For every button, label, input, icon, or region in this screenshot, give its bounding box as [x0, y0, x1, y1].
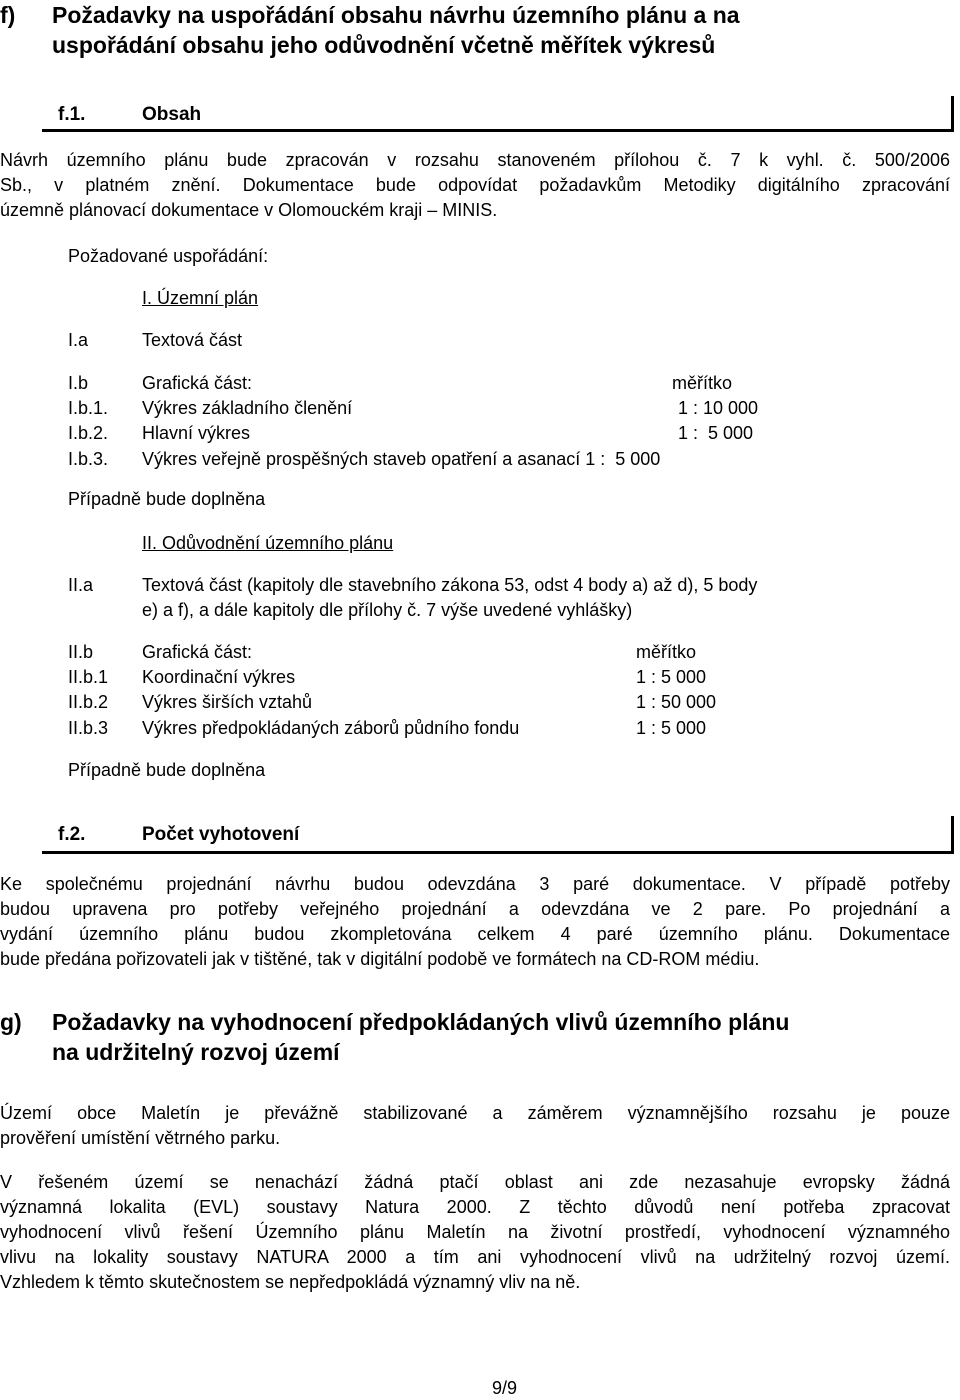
row-code: I.b.1.	[68, 398, 109, 418]
maybe-supplemented-1: Případně bude doplněna	[68, 489, 266, 509]
row-scale: 1 : 5 000	[636, 718, 707, 738]
section-g-title-line1: Požadavky na vyhodnocení předpokládaných vlivů územního plánu	[52, 1009, 790, 1035]
required-layout-label: Požadované uspořádání:	[68, 246, 269, 266]
g-paragraph-1-line1: Území obce Maletín je převážně stabilizované a záměrem významnějšího rozsahu je pouze	[0, 1103, 950, 1123]
g-paragraph-1	[0, 1101, 950, 1151]
g-paragraph-2-line1: V řešeném území se nenachází žádná ptačí oblast ani zde nezasahuje evropsky žádná	[0, 1172, 950, 1192]
f2-title: Počet vyhotovení	[142, 824, 300, 845]
ii-a-text-line2: e) a f), a dále kapitoly dle přílohy č. 7 výše uvedené vyhlášky)	[142, 600, 633, 620]
row-scale: měřítko	[636, 642, 697, 662]
row-text: Textová část	[142, 330, 243, 350]
row-scale: 1 : 5 000	[678, 423, 754, 443]
row-text: Výkres předpokládaných záborů půdního fondu	[142, 718, 520, 738]
row-scale: měřítko	[672, 373, 733, 393]
section-f-title-line2: uspořádání obsahu jeho odůvodnění včetně měřítek výkresů	[52, 32, 716, 58]
section-f-marker: f)	[0, 2, 16, 28]
row-scale: 1 : 5 000	[636, 667, 707, 687]
part2-title: II. Odůvodnění územního plánu	[142, 533, 394, 553]
row-code: II.a	[68, 575, 94, 595]
f2-number: f.2.	[58, 824, 86, 845]
row-text: Koordinační výkres	[142, 667, 296, 687]
section-g-title-line2: na udržitelný rozvoj území	[52, 1039, 340, 1065]
f1-paragraph-line1: Návrh územního plánu bude zpracován v rozsahu stanoveném přílohou č. 7 k vyhl. č. 500/2006	[0, 150, 950, 170]
row-text: Výkres základního členění	[142, 398, 353, 418]
f2-paragraph-line3: vydání územního plánu budou zkompletována celkem 4 paré územního plánu. Dokumentace	[0, 924, 950, 944]
f2-paragraph-line2: budou upravena pro potřeby veřejného projednání a odevzdána ve 2 pare. Po projednání a	[0, 899, 950, 919]
row-text: Grafická část:	[142, 642, 253, 662]
f2-paragraph-line4: bude předána pořizovateli jak v tištěné, tak v digitální podobě ve formátech na CD-ROM médiu.	[0, 949, 760, 969]
row-code: II.b.3	[68, 718, 109, 738]
f1-number: f.1.	[58, 104, 86, 125]
f2-paragraph	[0, 872, 950, 972]
f1-paragraph-line2: Sb., v platném znění. Dokumentace bude odpovídat požadavkům Metodiky digitálního zpracování	[0, 175, 950, 195]
part1-title: I. Územní plán	[142, 288, 259, 308]
row-scale: 1 : 10 000	[678, 398, 759, 418]
g-paragraph-2-line4: vlivu na lokality soustavy NATURA 2000 a tím ani vyhodnocení vlivů na udržitelný rozvoj území.	[0, 1247, 950, 1267]
g-paragraph-2-line3: vyhodnocení vlivů řešení Územního plánu Maletín na životní prostředí, vyhodnocení významného	[0, 1222, 950, 1242]
row-text: Grafická část:	[142, 373, 253, 393]
f2-paragraph-line1: Ke společnému projednání návrhu budou odevzdána 3 paré dokumentace. V případě potřeby	[0, 874, 950, 894]
f1-title: Obsah	[142, 104, 202, 125]
row-text: Výkres veřejně prospěšných staveb opatření a asanací 1 : 5 000	[142, 449, 661, 469]
row-code: I.a	[68, 330, 89, 350]
row-text: Hlavní výkres	[142, 423, 251, 443]
g-paragraph-2-line2: významná lokalita (EVL) soustavy Natura 2000. Z těchto důvodů není potřeba zpracovat	[0, 1197, 950, 1217]
section-g-marker: g)	[0, 1009, 22, 1035]
row-code: I.b.2.	[68, 423, 109, 443]
f1-paragraph	[0, 148, 950, 223]
ii-a-text-line1: Textová část (kapitoly dle stavebního zákona 53, odst 4 body a) až d), 5 body	[142, 575, 758, 595]
row-code: I.b.3.	[68, 449, 109, 469]
page-number: 9/9	[492, 1378, 518, 1398]
g-paragraph-2	[0, 1170, 950, 1295]
section-f-title-line1: Požadavky na uspořádání obsahu návrhu územního plánu a na	[52, 2, 740, 28]
f1-paragraph-line3: územně plánovací dokumentace v Olomouckém kraji – MINIS.	[0, 200, 498, 220]
g-paragraph-1-line2: prověření umístění větrného parku.	[0, 1128, 281, 1148]
row-code: II.b.1	[68, 667, 109, 687]
row-scale: 1 : 50 000	[636, 692, 717, 712]
row-text: Výkres širších vztahů	[142, 692, 313, 712]
row-code: II.b.2	[68, 692, 109, 712]
g-paragraph-2-line5: Vzhledem k těmto skutečnostem se nepředpokládá významný vliv na ně.	[0, 1272, 581, 1292]
maybe-supplemented-2: Případně bude doplněna	[68, 760, 266, 780]
row-code: I.b	[68, 373, 89, 393]
row-code: II.b	[68, 642, 94, 662]
